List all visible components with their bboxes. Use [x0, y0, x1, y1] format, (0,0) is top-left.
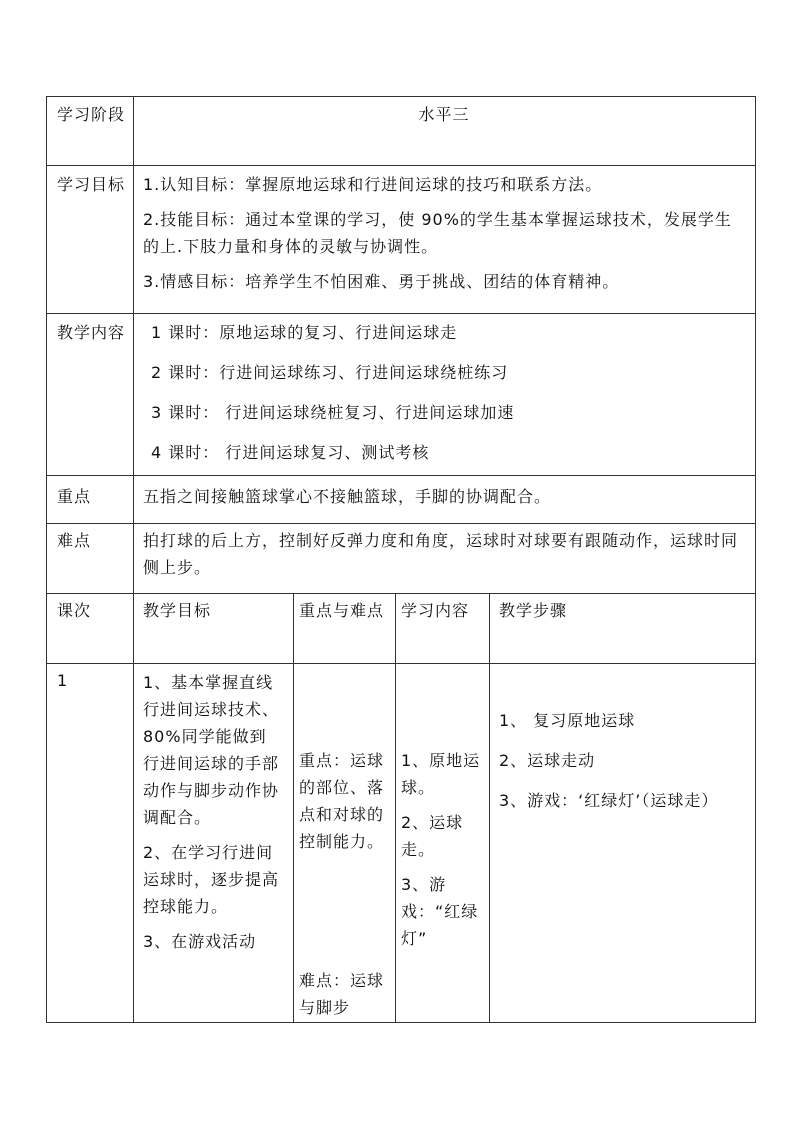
content-item: 4 课时： 行进间运球复习、测试考核: [151, 443, 430, 462]
goals-label: 学习目标: [57, 175, 126, 194]
difficulty-label: 难点: [57, 531, 92, 550]
content-item: 1 课时：原地运球的复习、行进间运球走: [151, 323, 458, 342]
lesson-content: [401, 747, 483, 952]
goals-list: [143, 171, 743, 295]
content-item: 3 课时： 行进间运球绕桩复习、行进间运球加速: [151, 403, 515, 422]
stage-label: 学习阶段: [57, 105, 126, 124]
lesson-difficulty: 难点：运球与脚步: [299, 971, 385, 1017]
header-learning-content: 学习内容: [401, 601, 470, 620]
stage-value: 水平三: [418, 105, 470, 124]
lesson-keypoint: 重点：运球的部位、落点和对球的控制能力。: [299, 751, 385, 851]
difficulty-value: 拍打球的后上方，控制好反弹力度和角度，运球时对球要有跟随动作，运球时同侧上步。: [143, 531, 739, 577]
lesson-goals: [143, 669, 283, 955]
lesson-step-item: 3、游戏：‘红绿灯’（运球走）: [499, 791, 719, 810]
content-label: 教学内容: [57, 323, 126, 342]
lesson-content-item: 3、游戏：“红绿灯”: [401, 875, 479, 948]
lesson-plan-table: [46, 96, 756, 1023]
content-list: [151, 319, 741, 466]
lesson-step-item: 2、运球走动: [499, 751, 596, 770]
header-lesson-number: 课次: [57, 601, 92, 620]
lesson-steps: [499, 707, 745, 814]
content-item: 2 课时：行进间运球练习、行进间运球绕桩练习: [151, 363, 509, 382]
header-key-difficulty: 重点与难点: [299, 601, 385, 620]
key-label: 重点: [57, 487, 92, 506]
key-value: 五指之间接触篮球掌心不接触篮球，手脚的协调配合。: [143, 487, 552, 506]
goal-item: 1.认知目标：掌握原地运球和行进间运球的技巧和联系方法。: [143, 175, 603, 194]
lesson-step-item: 1、 复习原地运球: [499, 711, 636, 730]
goal-item: 3.情感目标：培养学生不怕困难、勇于挑战、团结的体育精神。: [143, 272, 620, 291]
header-teaching-steps: 教学步骤: [499, 601, 568, 620]
goal-item: 2.技能目标：通过本堂课的学习，使 90%的学生基本掌握运球技术，发展学生的上.下肢力量和身体的灵敏与协调性。: [143, 210, 732, 256]
lesson-goal-item: 3、在游戏活动: [143, 932, 257, 951]
lesson-goal-item: 1、基本掌握直线行进间运球技术、80%同学能做到行进间运球的手部动作与脚步动作协调配合。: [143, 673, 280, 827]
lesson-content-item: 1、原地运球。: [401, 751, 481, 797]
lesson-number: 1: [57, 671, 69, 690]
header-teaching-goals: 教学目标: [143, 601, 212, 620]
lesson-goal-item: 2、在学习行进间运球时，逐步提高控球能力。: [143, 843, 280, 916]
lesson-content-item: 2、运球走。: [401, 813, 464, 859]
